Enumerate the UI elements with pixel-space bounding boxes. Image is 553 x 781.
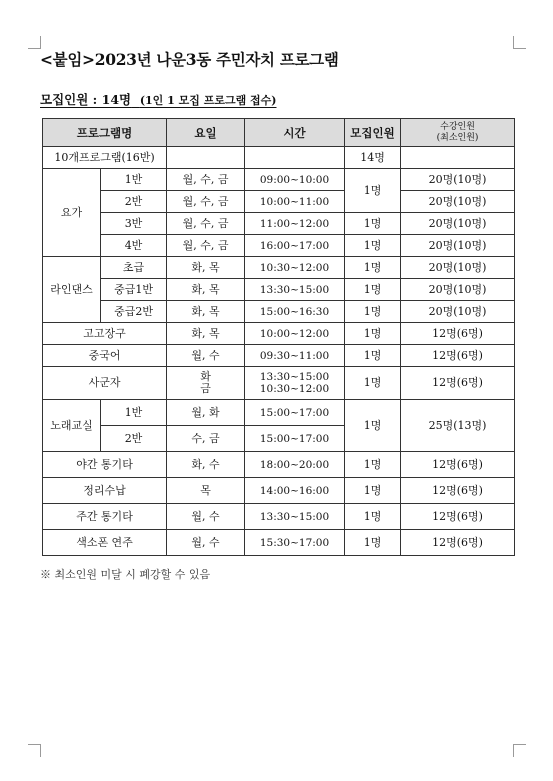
footnote: ※ 최소인원 미달 시 폐강할 수 있음 <box>40 568 211 581</box>
table-row: 주간 통기타 월, 수 13:30~15:00 1명 12명(6명) <box>43 504 515 530</box>
table-row: 야간 통기타 화, 수 18:00~20:00 1명 12명(6명) <box>43 452 515 478</box>
program-name: 정리수납 <box>43 478 167 504</box>
summary-recruit: 14명 <box>345 147 401 169</box>
program-name: 요가 <box>43 169 101 257</box>
program-name: 야간 통기타 <box>43 452 167 478</box>
summary-program: 10개프로그램(16반) <box>43 147 167 169</box>
recruit-label: 모집인원 : 14명 <box>40 92 132 107</box>
program-name: 라인댄스 <box>43 257 101 323</box>
table-row: 중국어 월, 수 09:30~11:00 1명 12명(6명) <box>43 345 515 367</box>
table-row: 2반 월, 수, 금 10:00~11:00 20명(10명) <box>43 191 515 213</box>
sagunja-days: 화 금 <box>167 367 245 400</box>
table-row: 중급2반 화, 목 15:00~16:30 1명 20명(10명) <box>43 301 515 323</box>
program-name: 노래교실 <box>43 400 101 452</box>
table-row: 색소폰 연주 월, 수 15:30~17:00 1명 12명(6명) <box>43 530 515 556</box>
page-corner-mark <box>513 36 526 49</box>
page-corner-mark <box>28 744 41 757</box>
table-row: 고고장구 화, 목 10:00~12:00 1명 12명(6명) <box>43 323 515 345</box>
recruit-summary <box>40 90 276 108</box>
header-recruit: 모집인원 <box>345 119 401 147</box>
table-row: 요가 1반 월, 수, 금 09:00~10:00 1명 20명(10명) <box>43 169 515 191</box>
header-time: 시간 <box>245 119 345 147</box>
header-program: 프로그램명 <box>43 119 167 147</box>
page-corner-mark <box>513 744 526 757</box>
header-capacity: 수강인원 (최소인원) <box>401 119 515 147</box>
program-name: 색소폰 연주 <box>43 530 167 556</box>
program-name: 사군자 <box>43 367 167 400</box>
sagunja-times: 13:30~15:00 10:30~12:00 <box>245 367 345 400</box>
table-row: 정리수납 목 14:00~16:00 1명 12명(6명) <box>43 478 515 504</box>
recruit-detail: (1인 1 모집 프로그램 접수) <box>139 94 277 107</box>
table-row: 4반 월, 수, 금 16:00~17:00 1명 20명(10명) <box>43 235 515 257</box>
document-title: <붙임>2023년 나운3동 주민자치 프로그램 <box>40 50 339 69</box>
table-row: 노래교실 1반 월, 화 15:00~17:00 1명 25명(13명) <box>43 400 515 426</box>
table-row: 중급1반 화, 목 13:30~15:00 1명 20명(10명) <box>43 279 515 301</box>
program-name: 중국어 <box>43 345 167 367</box>
table-row: 라인댄스 초급 화, 목 10:30~12:00 1명 20명(10명) <box>43 257 515 279</box>
header-day: 요일 <box>167 119 245 147</box>
table-header-row <box>43 119 515 147</box>
table-row: 2반 수, 금 15:00~17:00 <box>43 426 515 452</box>
program-name: 주간 통기타 <box>43 504 167 530</box>
program-name: 고고장구 <box>43 323 167 345</box>
table-row: 3반 월, 수, 금 11:00~12:00 1명 20명(10명) <box>43 213 515 235</box>
table-row: 사군자 화 금 13:30~15:00 10:30~12:00 1명 12명(6명) <box>43 367 515 400</box>
summary-row <box>43 147 515 169</box>
program-table <box>42 118 515 556</box>
